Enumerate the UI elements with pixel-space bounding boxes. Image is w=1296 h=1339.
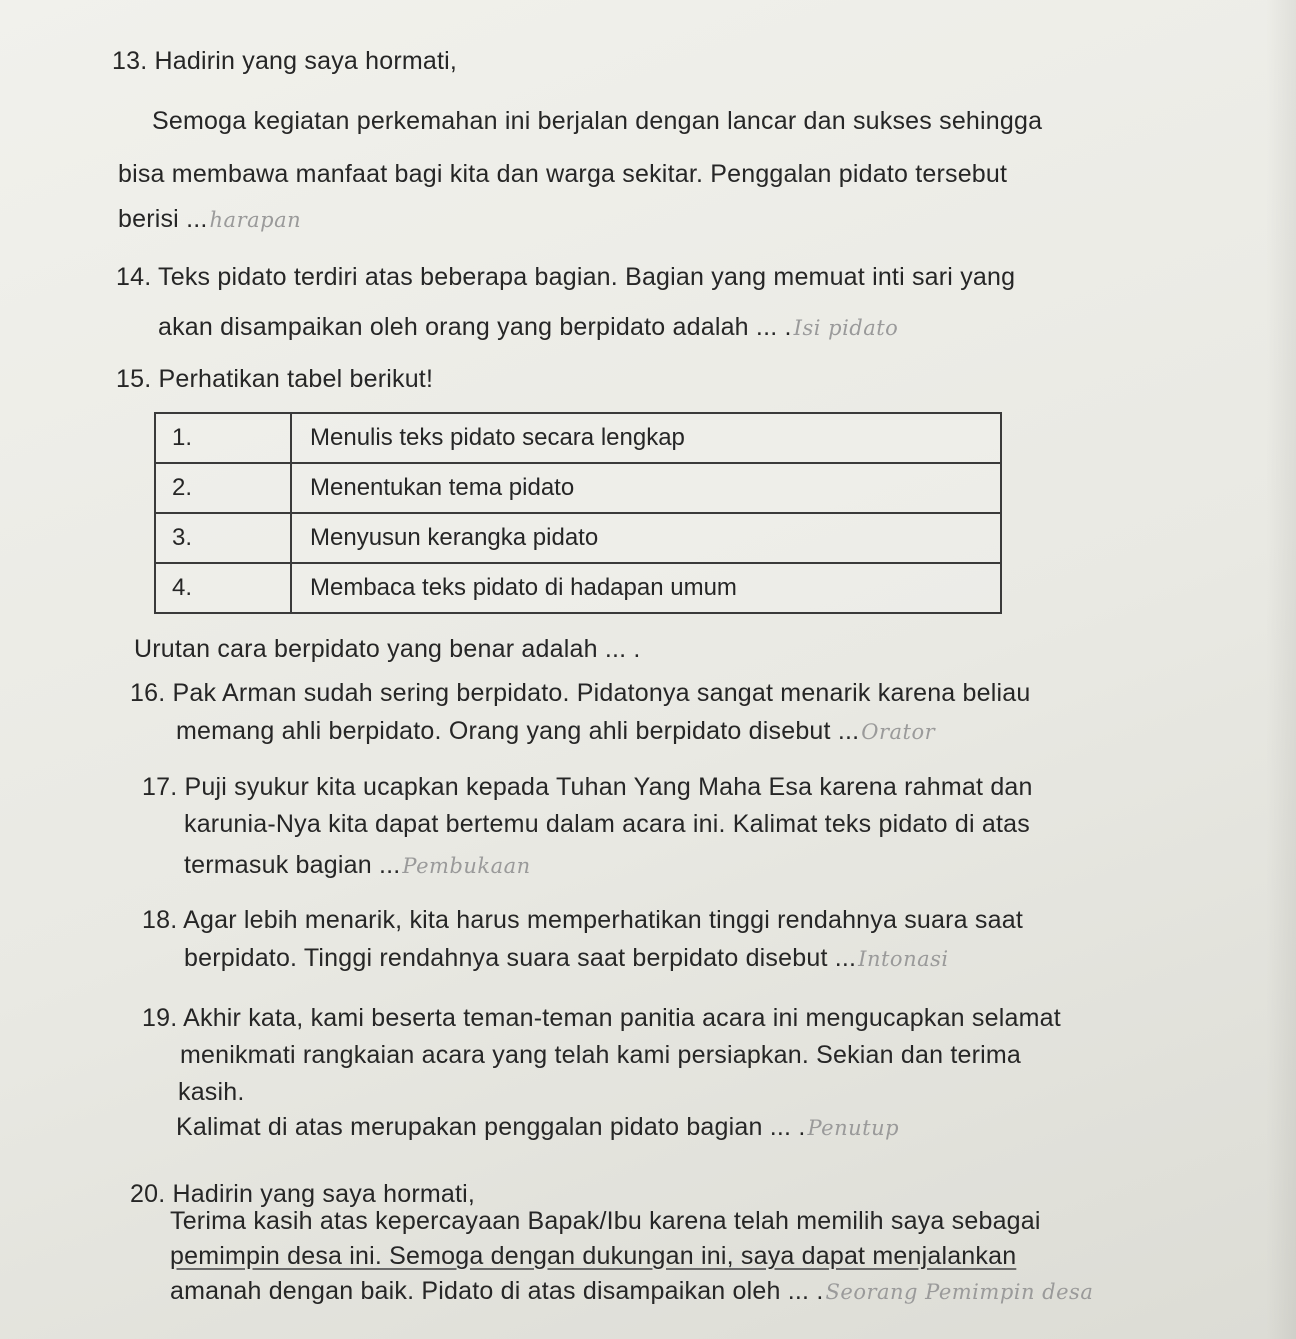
q13-line1: 13. Hadirin yang saya hormati, <box>112 47 458 75</box>
table-cell-text: Menyusun kerangka pidato <box>291 513 1001 563</box>
q20-line4 <box>170 1276 1093 1307</box>
q16-line2-text: memang ahli berpidato. Orang yang ahli berpidato disebut ... <box>176 717 860 745</box>
q14-line2-text: akan disampaikan oleh orang yang berpidato adalah ... . <box>158 313 792 341</box>
q20-line1: 20. Hadirin yang saya hormati, <box>130 1180 476 1208</box>
table-cell-number: 1. <box>155 413 291 463</box>
q17-line1-text: 17. Puji syukur kita ucapkan kepada Tuhan Yang Maha Esa karena rahmat dan <box>142 773 1033 801</box>
table-row <box>155 463 1001 513</box>
q17-line3 <box>184 850 531 881</box>
q18-line2-text: berpidato. Tinggi rendahnya suara saat berpidato disebut ... <box>184 944 857 972</box>
q14-handwritten-answer: Isi pidato <box>793 316 899 340</box>
table-cell-text: Menentukan tema pidato <box>291 463 1001 513</box>
speech-steps-table <box>154 412 1002 614</box>
q17-line2 <box>184 809 1194 839</box>
q20-line4-text: amanah dengan baik. Pidato di atas disampaikan oleh ... . <box>170 1277 824 1305</box>
q19-line1: 19. Akhir kata, kami beserta teman-teman panitia acara ini mengucapkan selamat <box>142 1004 1061 1032</box>
q13-line3 <box>118 159 1186 189</box>
q16-line1 <box>130 678 1190 708</box>
q19-line2: menikmati rangkaian acara yang telah kami persiapkan. Sekian dan terima <box>180 1041 1022 1069</box>
q18-line2 <box>184 943 949 974</box>
table-row <box>155 413 1001 463</box>
q17-line1 <box>142 772 1192 802</box>
q20-line2 <box>170 1206 1228 1236</box>
q20-handwritten-answer: Seorang Pemimpin desa <box>825 1280 1094 1304</box>
q20-line2-text: Terima kasih atas kepercayaan Bapak/Ibu karena telah memilih saya sebagai <box>170 1207 1041 1235</box>
table-row <box>155 563 1001 613</box>
q19-line4-text: Kalimat di atas merupakan penggalan pidato bagian ... . <box>176 1113 806 1141</box>
table-cell-number: 4. <box>155 563 291 613</box>
q13-line3-text: bisa membawa manfaat bagi kita dan warga sekitar. Penggalan pidato tersebut <box>118 160 1008 188</box>
q13-line2: Semoga kegiatan perkemahan ini berjalan dengan lancar dan sukses sehingga <box>152 107 1043 135</box>
q17-line2-text: karunia-Nya kita dapat bertemu dalam acara ini. Kalimat teks pidato di atas <box>184 810 1030 838</box>
q15-question: Urutan cara berpidato yang benar adalah ... . <box>134 635 641 663</box>
q19-line3: kasih. <box>178 1078 245 1106</box>
q16-line2 <box>176 716 935 747</box>
q13-line4 <box>118 204 301 235</box>
page-edge-shadow <box>1266 0 1296 1339</box>
q18-line1 <box>142 905 1200 935</box>
q14-line1: 14. Teks pidato terdiri atas beberapa bagian. Bagian yang memuat inti sari yang <box>116 263 1016 291</box>
q18-handwritten-answer: Intonasi <box>858 947 949 971</box>
q17-handwritten-answer: Pembukaan <box>402 854 531 878</box>
q20-line3-text: pemimpin desa ini. Semoga dengan dukungan ini, saya dapat menjalankan <box>170 1242 1017 1270</box>
q17-line3-text: termasuk bagian ... <box>184 851 401 879</box>
q15-line1: 15. Perhatikan tabel berikut! <box>116 365 434 393</box>
table-cell-number: 2. <box>155 463 291 513</box>
table-cell-text: Menulis teks pidato secara lengkap <box>291 413 1001 463</box>
q20-line3 <box>170 1241 1228 1271</box>
q16-line1-text: 16. Pak Arman sudah sering berpidato. Pidatonya sangat menarik karena beliau <box>130 679 1031 707</box>
q14-line2 <box>158 312 898 343</box>
q16-handwritten-answer: Orator <box>861 720 936 744</box>
q13-line4-text: berisi ... <box>118 205 208 233</box>
table-row <box>155 513 1001 563</box>
q19-handwritten-answer: Penutup <box>807 1116 900 1140</box>
table-cell-number: 3. <box>155 513 291 563</box>
table-cell-text: Membaca teks pidato di hadapan umum <box>291 563 1001 613</box>
q19-line4 <box>176 1112 899 1143</box>
q18-line1-text: 18. Agar lebih menarik, kita harus memperhatikan tinggi rendahnya suara saat <box>142 906 1023 934</box>
q13-handwritten-answer: harapan <box>209 208 302 232</box>
